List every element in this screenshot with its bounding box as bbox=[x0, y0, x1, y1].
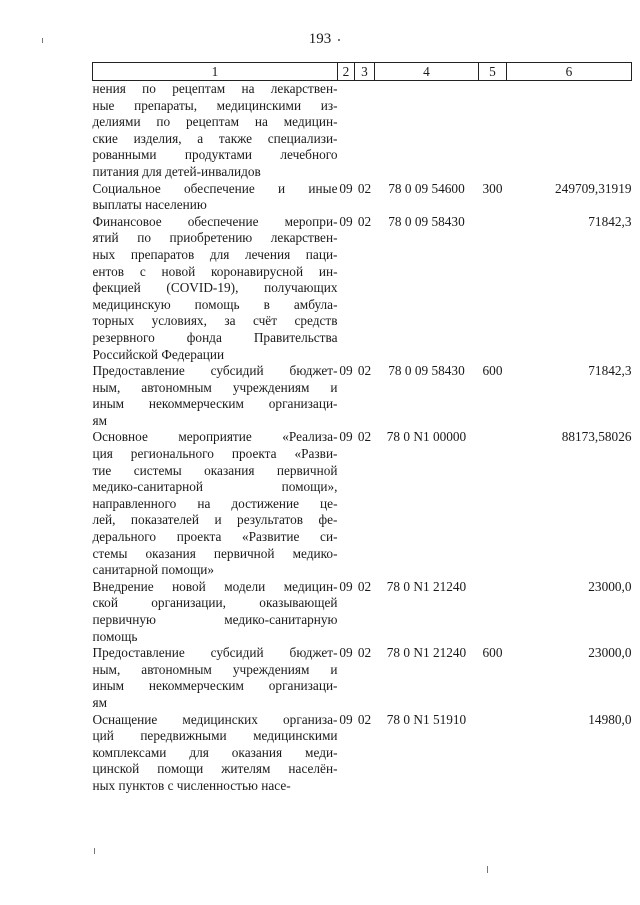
scan-speck bbox=[487, 866, 488, 873]
column-header: 2 bbox=[338, 63, 355, 81]
expense-type-code: 600 bbox=[482, 363, 503, 379]
expense-type-code bbox=[479, 712, 507, 795]
description-line: ным, автономным учреждениям и bbox=[92, 661, 338, 677]
description-line: Финансовое обеспечение меропри- bbox=[92, 213, 338, 229]
subsection-code bbox=[355, 81, 375, 181]
description-line: цинской помощи жителям населён- bbox=[92, 761, 338, 777]
description-line: ных препаратов для лечения паци- bbox=[92, 246, 338, 262]
column-header: 6 bbox=[507, 63, 632, 81]
description-line: Оснащение медицинских организа- bbox=[92, 711, 338, 727]
description-line: первичную медико-санитарную bbox=[92, 612, 338, 627]
description-line: иным некоммерческим организаци- bbox=[92, 678, 338, 694]
description-line: Внедрение новой модели медицин- bbox=[92, 578, 338, 594]
amount: 88173,58026 bbox=[561, 429, 632, 445]
description-line: резервного фонда Правительства bbox=[92, 329, 338, 345]
subsection-code: 02 bbox=[357, 578, 372, 594]
section-code: 09 bbox=[339, 645, 353, 661]
description-line: рованными продуктами лечебного bbox=[92, 147, 338, 163]
section-code: 09 bbox=[339, 711, 353, 727]
description-line: тие системы оказания первичной bbox=[92, 462, 338, 478]
expense-type-code bbox=[479, 579, 507, 645]
description-line: нения по рецептам на лекарствен- bbox=[92, 81, 338, 96]
target-article-code: 78 0 N1 00000 bbox=[386, 429, 467, 445]
section-code: 09 bbox=[339, 578, 353, 594]
description-line: ных пунктов с численностью насе- bbox=[92, 777, 291, 793]
description-line: санитарной помощи» bbox=[92, 562, 215, 578]
target-article-code: 78 0 N1 21240 bbox=[386, 578, 467, 594]
description-line: медико-санитарной помощи», bbox=[92, 479, 338, 495]
description-line: лей, показателей и результатов фе- bbox=[92, 512, 338, 528]
table-row bbox=[93, 645, 632, 711]
description-line: стемы оказания первичной медико- bbox=[92, 545, 338, 561]
description-line: комплексами для оказания меди- bbox=[92, 744, 338, 760]
expense-type-code: 300 bbox=[482, 180, 503, 196]
description-line: дерального проекта «Развитие си- bbox=[92, 529, 338, 545]
amount: 23000,0 bbox=[588, 578, 632, 594]
target-article-code: 78 0 N1 51910 bbox=[386, 711, 467, 727]
description-line: ям bbox=[92, 694, 108, 710]
scan-speck bbox=[42, 38, 43, 43]
description-line: питания для детей-инвалидов bbox=[92, 163, 261, 179]
description-line: помощь bbox=[92, 628, 138, 644]
description-line: ской организации, оказывающей bbox=[92, 595, 338, 611]
row-description bbox=[93, 214, 338, 363]
expense-type-code bbox=[479, 214, 507, 363]
row-description bbox=[93, 363, 338, 429]
subsection-code: 02 bbox=[357, 180, 372, 196]
description-line: Основное мероприятие «Реализа- bbox=[92, 429, 338, 445]
table-header-row bbox=[93, 63, 632, 81]
table-row bbox=[93, 81, 632, 181]
column-header: 1 bbox=[93, 63, 338, 81]
column-header: 4 bbox=[375, 63, 479, 81]
table-row bbox=[93, 712, 632, 795]
description-line: Предоставление субсидий бюджет- bbox=[92, 645, 338, 661]
target-article-code bbox=[375, 81, 479, 181]
section-code bbox=[338, 81, 355, 181]
row-description bbox=[93, 81, 338, 181]
table-row bbox=[93, 429, 632, 578]
subsection-code: 02 bbox=[357, 429, 372, 445]
target-article-code: 78 0 09 58430 bbox=[388, 363, 465, 379]
description-line: медицинскую помощь в амбула- bbox=[92, 296, 338, 312]
table-row bbox=[93, 363, 632, 429]
table-row bbox=[93, 214, 632, 363]
subsection-code: 02 bbox=[357, 213, 372, 229]
target-article-code: 78 0 N1 21240 bbox=[386, 645, 467, 661]
amount: 14980,0 bbox=[588, 711, 632, 727]
column-header: 3 bbox=[355, 63, 375, 81]
description-line: делиями по рецептам на медицин- bbox=[92, 114, 338, 130]
amount: 71842,3 bbox=[588, 363, 632, 379]
subsection-code: 02 bbox=[357, 363, 372, 379]
section-code: 09 bbox=[339, 429, 353, 445]
description-line: ным, автономным учреждениям и bbox=[92, 379, 338, 395]
description-line: ям bbox=[92, 412, 108, 428]
amount bbox=[507, 81, 632, 181]
section-code: 09 bbox=[339, 180, 353, 196]
description-line: торных условиях, за счёт средств bbox=[92, 313, 338, 329]
description-line: ций передвижными медицинскими bbox=[92, 728, 338, 744]
row-description bbox=[93, 645, 338, 711]
description-line: Предоставление субсидий бюджет- bbox=[92, 363, 338, 379]
scan-speck bbox=[338, 39, 340, 41]
description-line: ентов с новой коронавирусной ин- bbox=[92, 263, 338, 279]
amount: 249709,31919 bbox=[555, 180, 632, 196]
description-line: ские изделия, а также специализи- bbox=[92, 130, 338, 146]
subsection-code: 02 bbox=[357, 645, 372, 661]
expense-type-code bbox=[479, 81, 507, 181]
target-article-code: 78 0 09 58430 bbox=[388, 213, 465, 229]
budget-table bbox=[92, 62, 632, 795]
description-line: фекцией (COVID-19), получающих bbox=[92, 280, 338, 296]
description-line: иным некоммерческим организаци- bbox=[92, 396, 338, 412]
target-article-code: 78 0 09 54600 bbox=[388, 180, 465, 196]
section-code: 09 bbox=[339, 213, 353, 229]
description-line: ные препараты, медицинскими из- bbox=[92, 97, 338, 113]
description-line: ятий по приобретению лекарствен- bbox=[92, 230, 338, 246]
description-line: Российской Федерации bbox=[92, 346, 225, 362]
amount: 71842,3 bbox=[588, 213, 632, 229]
row-description bbox=[93, 579, 338, 645]
description-line: выплаты населению bbox=[92, 197, 207, 213]
description-line: ция регионального проекта «Разви- bbox=[92, 446, 338, 462]
expense-type-code: 600 bbox=[482, 645, 503, 661]
page-number: 193 bbox=[308, 31, 332, 47]
description-line: Социальное обеспечение и иные bbox=[92, 180, 338, 196]
expense-type-code bbox=[479, 429, 507, 578]
amount: 23000,0 bbox=[588, 645, 632, 661]
row-description bbox=[93, 712, 338, 795]
scan-speck bbox=[94, 848, 95, 854]
row-description bbox=[93, 429, 338, 578]
table-row bbox=[93, 181, 632, 214]
column-header: 5 bbox=[479, 63, 507, 81]
section-code: 09 bbox=[339, 363, 353, 379]
description-line: направленного на достижение це- bbox=[92, 495, 338, 511]
subsection-code: 02 bbox=[357, 711, 372, 727]
table-row bbox=[93, 579, 632, 645]
row-description bbox=[93, 181, 338, 214]
